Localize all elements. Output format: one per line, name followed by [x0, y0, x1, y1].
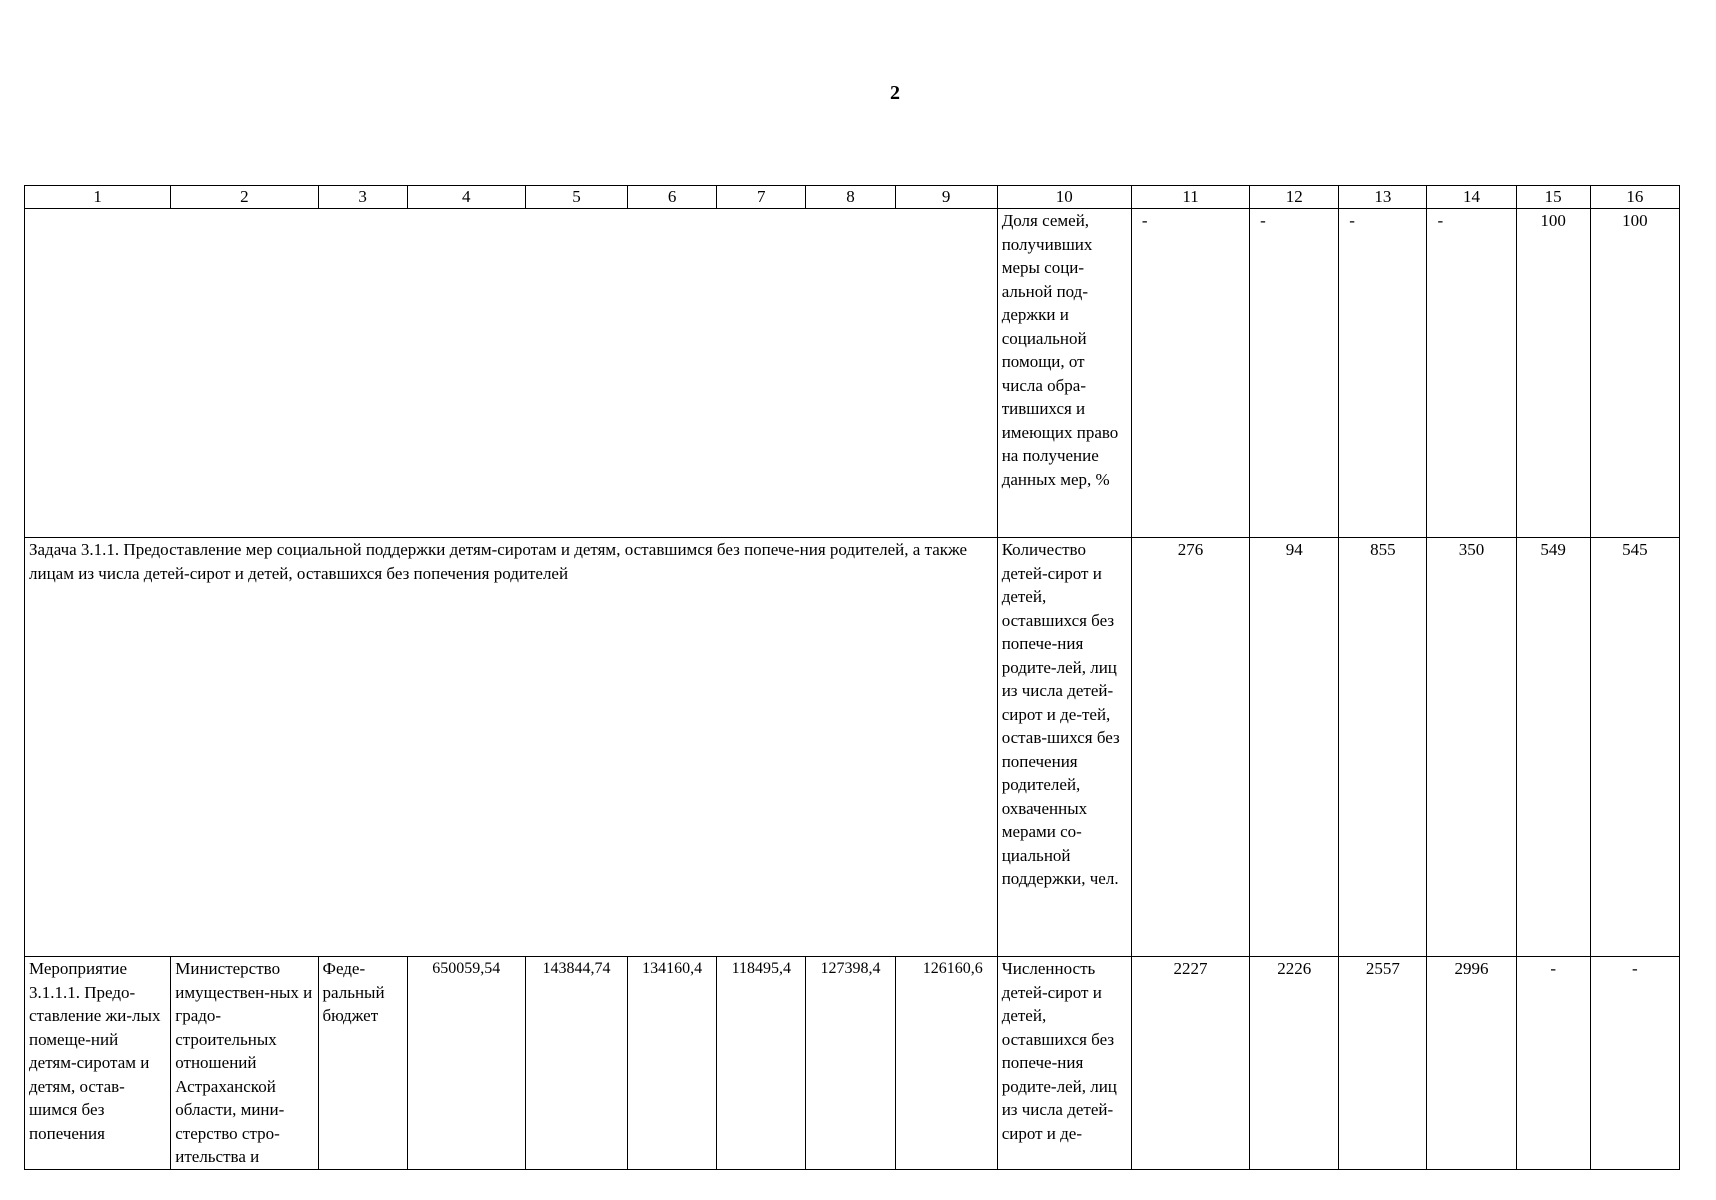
- value-cell: -: [1131, 209, 1249, 538]
- indicator-cell: Доля семей, получивших меры соци-альной под-держки и социальной помощи, от числа обра-тившихся и имеющих право на получение данных мер, %: [997, 209, 1131, 538]
- column-number: 14: [1427, 186, 1516, 209]
- amount-cell: 143844,74: [525, 957, 627, 1170]
- column-number: 5: [525, 186, 627, 209]
- table-row: [25, 538, 1680, 957]
- column-number: 16: [1590, 186, 1679, 209]
- empty-merged-cell: [25, 209, 998, 538]
- column-number: 11: [1131, 186, 1249, 209]
- amount-cell: 134160,4: [628, 957, 717, 1170]
- column-number: 4: [407, 186, 525, 209]
- column-number: 8: [806, 186, 895, 209]
- funding-source-cell: Феде-ральный бюджет: [318, 957, 407, 1170]
- value-cell: 94: [1250, 538, 1339, 957]
- column-number: 15: [1516, 186, 1590, 209]
- column-number: 13: [1339, 186, 1427, 209]
- value-cell: 545: [1590, 538, 1679, 957]
- column-number: 10: [997, 186, 1131, 209]
- table-row: [25, 957, 1680, 1170]
- amount-cell: 650059,54: [407, 957, 525, 1170]
- measure-cell: Мероприятие 3.1.1.1. Предо-ставление жи-лых помеще-ний детям-сиротам и детям, остав-шимся без попечения: [25, 957, 171, 1170]
- column-number: 7: [717, 186, 806, 209]
- executor-cell: Министерство имуществен-ных и градо-строительных отношений Астраханской области, мини-стерство стро-ительства и: [171, 957, 318, 1170]
- column-number: 1: [25, 186, 171, 209]
- value-cell: -: [1339, 209, 1427, 538]
- table-row: [25, 209, 1680, 538]
- task-cell: Задача 3.1.1. Предоставление мер социальной поддержки детям-сиротам и детям, оставшимся без попече-ния родителей, а также лицам из числа детей-сирот и детей, оставшихся без попечения родителей: [25, 538, 998, 957]
- value-cell: 855: [1339, 538, 1427, 957]
- value-cell: -: [1590, 957, 1679, 1170]
- value-cell: 2996: [1427, 957, 1516, 1170]
- amount-cell: 118495,4: [717, 957, 806, 1170]
- page-number: 2: [890, 82, 900, 104]
- value-cell: -: [1250, 209, 1339, 538]
- amount-cell: 127398,4: [806, 957, 895, 1170]
- column-number: 6: [628, 186, 717, 209]
- indicator-cell: Численность детей-сирот и детей, оставшихся без попече-ния родите-лей, лиц из числа детей-сирот и де-: [997, 957, 1131, 1170]
- value-cell: 2227: [1131, 957, 1249, 1170]
- value-cell: 350: [1427, 538, 1516, 957]
- indicator-cell: Количество детей-сирот и детей, оставшихся без попече-ния родите-лей, лиц из числа детей-сирот и де-тей, остав-шихся без попечения родителей, охваченных мерами со-циальной поддержки, чел.: [997, 538, 1131, 957]
- table-header-row: [25, 186, 1680, 209]
- column-number: 9: [895, 186, 997, 209]
- value-cell: -: [1427, 209, 1516, 538]
- column-number: 12: [1250, 186, 1339, 209]
- program-table: [24, 185, 1680, 1170]
- column-number: 3: [318, 186, 407, 209]
- value-cell: 276: [1131, 538, 1249, 957]
- value-cell: 549: [1516, 538, 1590, 957]
- value-cell: 2226: [1250, 957, 1339, 1170]
- value-cell: 100: [1516, 209, 1590, 538]
- amount-cell: 126160,6: [895, 957, 997, 1170]
- column-number: 2: [171, 186, 318, 209]
- value-cell: 2557: [1339, 957, 1427, 1170]
- value-cell: -: [1516, 957, 1590, 1170]
- value-cell: 100: [1590, 209, 1679, 538]
